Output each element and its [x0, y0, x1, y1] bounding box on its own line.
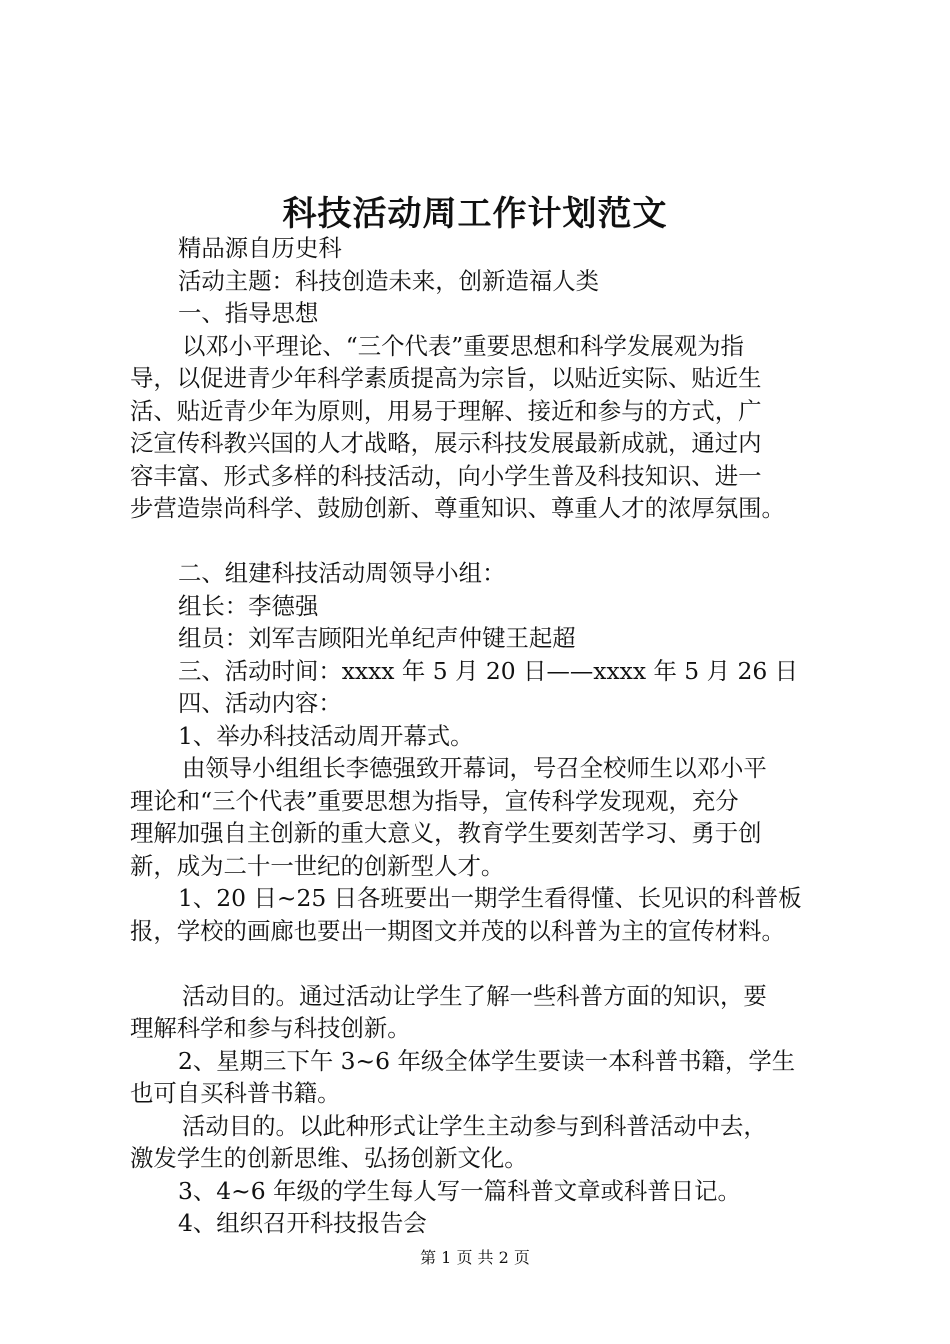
document-body	[130, 232, 840, 1240]
paragraph-line: 泛宣传科教兴国的人才战略，展示科技发展最新成就，通过内	[130, 429, 762, 457]
members-line: 组员：刘军吉顾阳光单纪声仲键王起超	[178, 624, 576, 652]
paragraph-line: 理论和“三个代表”重要思想为指导，宣传科学发现观，充分	[130, 786, 739, 815]
paragraph-line: 活动目的。通过活动让学生了解一些科普方面的知识，要	[182, 981, 767, 1010]
item4-line: 4、组织召开科技报告会	[178, 1209, 427, 1237]
paragraph-line: 2、星期三下午 3~6 年级全体学生要读一本科普书籍，学生	[178, 1046, 796, 1075]
section4-heading: 四、活动内容：	[178, 689, 342, 717]
paragraph-line: 理解加强自主创新的重大意义，教育学生要刻苦学习、勇于创	[130, 819, 762, 847]
section3-line: 三、活动时间：xxxx 年 5 月 20 日——xxxx 年 5 月 26 日	[178, 656, 799, 685]
paragraph-line: 容丰富、形式多样的科技活动，向小学生普及科技知识、进一	[130, 461, 762, 490]
theme-line: 活动主题：科技创造未来，创新造福人类	[178, 266, 600, 295]
section1-heading: 一、指导思想	[178, 299, 319, 327]
leader-line: 组长：李德强	[178, 591, 319, 620]
page-number: 第 1 页 共 2 页	[420, 1248, 530, 1267]
paragraph-line: 活动目的。以此种形式让学生主动参与到科普活动中去，	[182, 1111, 767, 1140]
blank-line	[130, 525, 840, 558]
paragraph-line: 激发学生的创新思维、弘扬创新文化。	[130, 1144, 528, 1172]
paragraph-line: 步营造崇尚科学、鼓励创新、尊重知识、尊重人才的浓厚氛围。	[130, 494, 785, 522]
paragraph-line: 导，以促进青少年科学素质提高为宗旨，以贴近实际、贴近生	[130, 364, 762, 392]
document-title: 科技活动周工作计划范文	[282, 194, 668, 234]
blank-line	[130, 947, 840, 980]
paragraph-line: 活、贴近青少年为原则，用易于理解、接近和参与的方式，广	[130, 396, 762, 425]
item1-heading: 1、举办科技活动周开幕式。	[178, 721, 474, 750]
paragraph-line: 报，学校的画廊也要出一期图文并茂的以科普为主的宣传材料。	[130, 916, 785, 945]
paragraph-line: 以邓小平理论、“三个代表”重要思想和科学发展观为指	[182, 331, 744, 360]
source-line: 精品源自历史科	[178, 234, 342, 262]
paragraph-line: 由领导小组组长李德强致开幕词，号召全校师生以邓小平	[182, 754, 767, 782]
section2-heading: 二、组建科技活动周领导小组：	[178, 559, 506, 587]
paragraph-line: 1、20 日~25 日各班要出一期学生看得懂、长见识的科普板	[178, 884, 802, 912]
item3-line: 3、4~6 年级的学生每人写一篇科普文章或科普日记。	[178, 1176, 741, 1205]
paragraph-line: 新，成为二十一世纪的创新型人才。	[130, 851, 505, 880]
paragraph-line: 理解科学和参与科技创新。	[130, 1014, 411, 1042]
paragraph-line: 也可自买科普书籍。	[130, 1079, 341, 1107]
